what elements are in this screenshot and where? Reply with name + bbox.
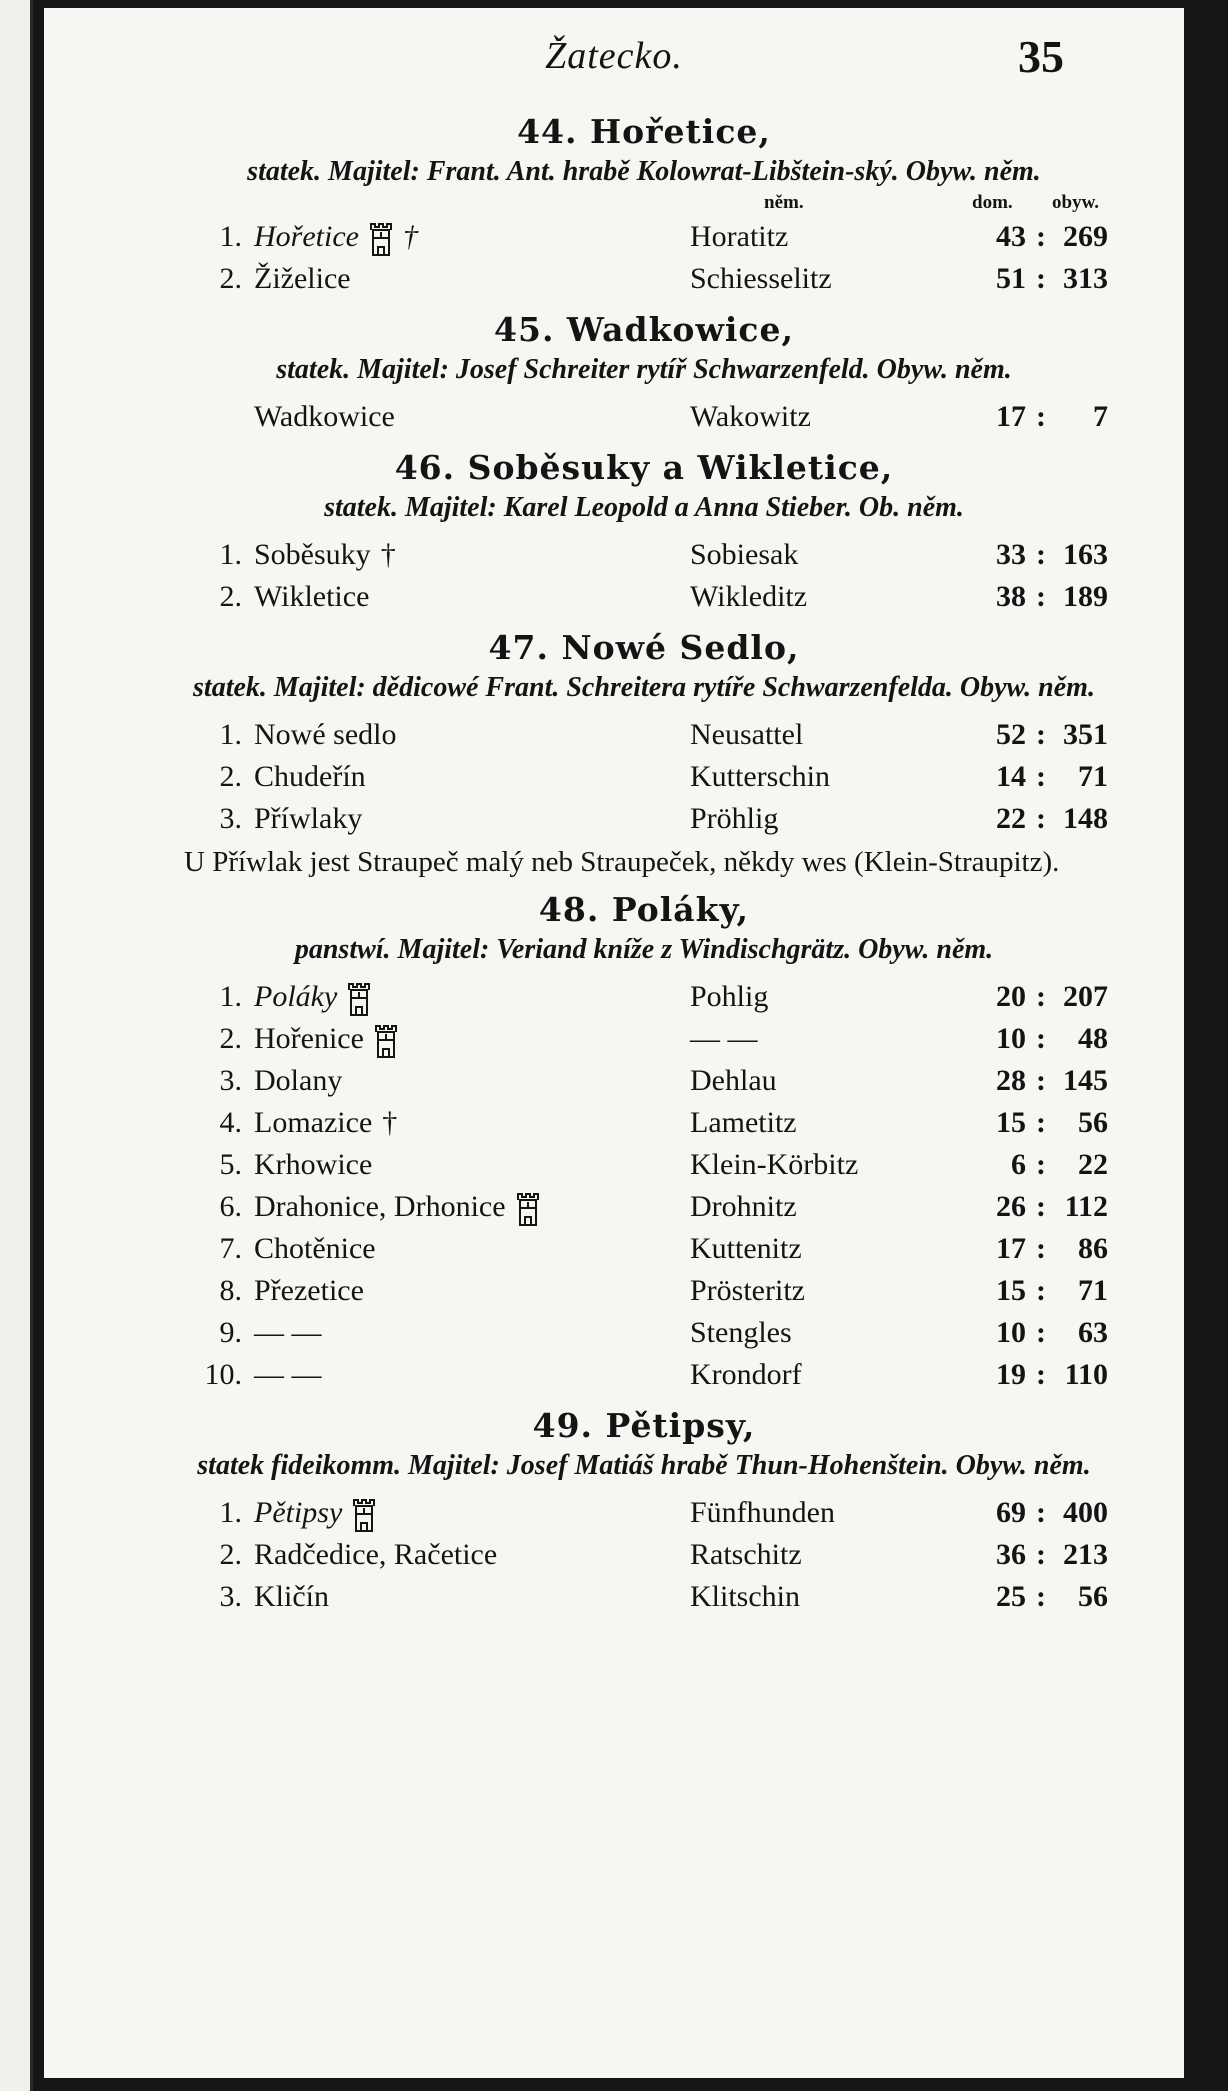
estate-section: [184, 310, 1108, 438]
village-row: [184, 1312, 1108, 1354]
row-number: 4.: [219, 1106, 242, 1139]
ratio-separator: :: [1036, 1106, 1046, 1139]
population-count: 48: [1078, 1022, 1108, 1055]
column-headers: [184, 190, 1104, 216]
ratio-separator: :: [1036, 1580, 1046, 1613]
row-number: 2.: [219, 760, 242, 793]
german-name: Pröhlig: [690, 802, 779, 835]
czech-name-cell: [254, 1060, 342, 1102]
page-header: [44, 31, 1184, 94]
czech-name: Nowé sedlo: [254, 718, 397, 751]
estate-section: [184, 628, 1108, 880]
page-number: 35: [1018, 31, 1064, 82]
german-name: Klitschin: [690, 1580, 800, 1613]
row-number: 8.: [219, 1274, 242, 1307]
village-row: [184, 1534, 1108, 1576]
row-number: 5.: [219, 1148, 242, 1181]
owner-line: statek fideikomm. Majitel: Josef Matiáš hrabě Thun-Hohenštein. Obyw. něm.: [197, 1450, 1091, 1481]
row-number: 1.: [219, 538, 242, 571]
czech-name: Chudeřín: [254, 760, 366, 793]
german-name: Wakowitz: [690, 400, 811, 433]
czech-name-cell: [254, 1576, 329, 1618]
czech-name-cell: [254, 1312, 322, 1354]
ratio-separator: :: [1036, 1148, 1046, 1181]
german-name: Klein-Körbitz: [690, 1148, 859, 1181]
ratio-separator: :: [1036, 1358, 1046, 1391]
house-count: 43: [996, 220, 1026, 253]
church-cross-icon: †: [402, 220, 418, 253]
population-count: 63: [1078, 1316, 1108, 1349]
house-count: 14: [996, 760, 1026, 793]
village-row: [184, 1102, 1108, 1144]
german-name: Kutterschin: [690, 760, 830, 793]
czech-name-cell: [254, 216, 418, 258]
czech-name-cell: [254, 1102, 397, 1144]
czech-name: Kličín: [254, 1580, 329, 1613]
row-number: 3.: [219, 802, 242, 835]
house-count: 22: [996, 802, 1026, 835]
row-number: 2.: [219, 1538, 242, 1571]
population-count: 22: [1078, 1148, 1108, 1181]
owner-line: panstwí. Majitel: Veriand kníže z Windischgrätz. Obyw. něm.: [294, 934, 994, 965]
german-name: Krondorf: [690, 1358, 802, 1391]
population-count: 189: [1063, 580, 1108, 613]
section-title: 45. Wadkowice,: [494, 310, 794, 349]
village-row: [184, 396, 1108, 438]
spacer: [184, 968, 1104, 976]
czech-name: Příwlaky: [254, 802, 363, 835]
church-cross-icon: †: [382, 1106, 398, 1139]
population-count: 71: [1078, 760, 1108, 793]
german-name: Fünfhunden: [690, 1496, 835, 1529]
section-note: U Příwlak jest Straupeč malý neb Straupeček, někdy wes (Klein-Straupitz).: [184, 846, 1060, 878]
running-title: Žatecko.: [545, 35, 683, 77]
german-name: Pohlig: [690, 980, 769, 1013]
village-row: [184, 714, 1108, 756]
ratio-separator: :: [1036, 220, 1046, 253]
population-count: 400: [1063, 1496, 1108, 1529]
estate-section: [184, 112, 1108, 300]
section-title: 49. Pětipsy,: [532, 1406, 756, 1445]
ratio-separator: :: [1036, 1496, 1046, 1529]
german-name: Schiesselitz: [690, 262, 832, 295]
house-count: 17: [996, 400, 1026, 433]
czech-name-cell: [254, 258, 351, 300]
row-number: 3.: [219, 1064, 242, 1097]
german-name: Wikleditz: [690, 580, 808, 613]
section-title: 47. Nowé Sedlo,: [488, 628, 800, 667]
village-row: [184, 534, 1108, 576]
czech-name: Hořenice: [254, 1022, 364, 1055]
ratio-separator: :: [1036, 1232, 1046, 1265]
czech-name: Dolany: [254, 1064, 343, 1097]
row-number: 7.: [219, 1232, 242, 1265]
village-row: [184, 1354, 1108, 1396]
czech-name: Hořetice: [254, 220, 359, 253]
population-count: 56: [1078, 1580, 1108, 1613]
house-count: 28: [996, 1064, 1026, 1097]
czech-name: — —: [254, 1358, 322, 1391]
czech-name: Wadkowice: [254, 400, 395, 433]
column-header-population: obyw.: [1052, 192, 1099, 213]
house-count: 19: [996, 1358, 1026, 1391]
village-row: [184, 756, 1108, 798]
house-count: 17: [996, 1232, 1026, 1265]
estate-list: [184, 102, 1108, 1618]
row-number: 3.: [219, 1580, 242, 1613]
population-count: 110: [1064, 1358, 1108, 1391]
ratio-separator: :: [1036, 262, 1046, 295]
owner-line: statek. Majitel: Frant. Ant. hrabě Kolowrat-Libštein-ský. Obyw. něm.: [247, 156, 1041, 187]
population-count: 313: [1063, 262, 1108, 295]
czech-name: Přezetice: [254, 1274, 364, 1307]
population-count: 7: [1093, 400, 1108, 433]
row-number: 1.: [219, 220, 242, 253]
ratio-separator: :: [1036, 400, 1046, 433]
spacer: [184, 1484, 1104, 1492]
house-count: 38: [996, 580, 1026, 613]
population-count: 163: [1063, 538, 1108, 571]
czech-name: Pětipsy: [254, 1496, 343, 1529]
house-count: 52: [996, 718, 1026, 751]
czech-name-cell: [254, 1354, 322, 1396]
population-count: 56: [1078, 1106, 1108, 1139]
ratio-separator: :: [1036, 1316, 1046, 1349]
house-count: 20: [996, 980, 1026, 1013]
house-count: 10: [996, 1022, 1026, 1055]
german-name: Ratschitz: [690, 1538, 802, 1571]
section-title: 44. Hořetice,: [517, 112, 771, 151]
czech-name-cell: [254, 1186, 540, 1228]
estate-section: [184, 890, 1108, 1396]
row-number: 1.: [219, 980, 242, 1013]
adjacent-page-edge: [0, 0, 33, 2091]
village-row: [184, 1186, 1108, 1228]
house-count: 25: [996, 1580, 1026, 1613]
population-count: 86: [1078, 1232, 1108, 1265]
czech-name-cell: [254, 798, 362, 840]
house-count: 15: [996, 1274, 1026, 1307]
german-name: Drohnitz: [690, 1190, 797, 1223]
village-row: [184, 976, 1108, 1018]
ratio-separator: :: [1036, 538, 1046, 571]
czech-name-cell: [254, 1144, 372, 1186]
row-number: 2.: [219, 262, 242, 295]
castle-icon: [516, 1192, 540, 1226]
village-row: [184, 1576, 1108, 1618]
czech-name-cell: [254, 1228, 376, 1270]
population-count: 207: [1063, 980, 1108, 1013]
ratio-separator: :: [1036, 760, 1046, 793]
owner-line: statek. Majitel: dědicowé Frant. Schreitera rytíře Schwarzenfelda. Obyw. něm.: [193, 672, 1095, 703]
german-name: Sobiesak: [690, 538, 799, 571]
czech-name-cell: [254, 714, 396, 756]
czech-name: Žiželice: [254, 262, 351, 295]
czech-name-cell: [254, 1018, 398, 1060]
ratio-separator: :: [1036, 718, 1046, 751]
village-row: [184, 1060, 1108, 1102]
czech-name: Krhowice: [254, 1148, 373, 1181]
czech-name-cell: [254, 756, 366, 798]
house-count: 10: [996, 1316, 1026, 1349]
ratio-separator: :: [1036, 1274, 1046, 1307]
column-header-houses: dom.: [972, 192, 1013, 213]
castle-icon: [352, 1498, 376, 1532]
czech-name-cell: [254, 534, 396, 576]
ratio-separator: :: [1036, 802, 1046, 835]
czech-name: — —: [254, 1316, 322, 1349]
book-page: [44, 8, 1184, 2078]
ratio-separator: :: [1036, 580, 1046, 613]
czech-name: Wikletice: [254, 580, 370, 613]
village-row: [184, 1144, 1108, 1186]
population-count: 145: [1063, 1064, 1108, 1097]
population-count: 112: [1064, 1190, 1108, 1223]
row-number: 1.: [219, 718, 242, 751]
german-name: Horatitz: [690, 220, 789, 253]
czech-name-cell: [254, 1492, 376, 1534]
german-name: — —: [690, 1022, 758, 1055]
village-row: [184, 1270, 1108, 1312]
czech-name: Drahonice, Drhonice: [254, 1190, 506, 1223]
czech-name-cell: [254, 1270, 364, 1312]
house-count: 26: [996, 1190, 1026, 1223]
row-number: 10.: [204, 1358, 242, 1391]
czech-name: Radčedice, Račetice: [254, 1538, 498, 1571]
house-count: 69: [996, 1496, 1026, 1529]
house-count: 6: [1011, 1148, 1026, 1181]
village-row: [184, 1228, 1108, 1270]
house-count: 51: [996, 262, 1026, 295]
row-number: 9.: [219, 1316, 242, 1349]
village-row: [184, 216, 1108, 258]
population-count: 269: [1063, 220, 1108, 253]
castle-icon: [369, 222, 393, 256]
owner-line: statek. Majitel: Josef Schreiter rytíř Schwarzenfeld. Obyw. něm.: [276, 354, 1012, 385]
german-name: Neusattel: [690, 718, 804, 751]
ratio-separator: :: [1036, 980, 1046, 1013]
german-name: Lametitz: [690, 1106, 797, 1139]
village-row: [184, 798, 1108, 840]
estate-section: [184, 448, 1108, 618]
czech-name-cell: [254, 576, 369, 618]
german-name: Dehlau: [690, 1064, 777, 1097]
castle-icon: [374, 1024, 398, 1058]
estate-section: [184, 1406, 1108, 1618]
church-cross-icon: †: [380, 538, 396, 571]
row-number: 6.: [219, 1190, 242, 1223]
german-name: Kuttenitz: [690, 1232, 802, 1265]
german-name: Prösteritz: [690, 1274, 805, 1307]
spacer: [184, 706, 1104, 714]
population-count: 71: [1078, 1274, 1108, 1307]
german-name: Stengles: [690, 1316, 792, 1349]
village-row: [184, 258, 1108, 300]
house-count: 15: [996, 1106, 1026, 1139]
ratio-separator: :: [1036, 1064, 1046, 1097]
spacer: [184, 526, 1104, 534]
population-count: 148: [1063, 802, 1108, 835]
section-title: 46. Soběsuky a Wikletice,: [394, 448, 894, 487]
house-count: 36: [996, 1538, 1026, 1571]
house-count: 33: [996, 538, 1026, 571]
czech-name: Lomazice: [254, 1106, 373, 1139]
section-title: 48. Poláky,: [538, 890, 750, 929]
village-row: [184, 1018, 1108, 1060]
population-count: 351: [1063, 718, 1108, 751]
column-header-german: něm.: [764, 192, 804, 213]
row-number: 2.: [219, 580, 242, 613]
czech-name-cell: [254, 976, 371, 1018]
czech-name-cell: [254, 1534, 497, 1576]
row-number: 1.: [219, 1496, 242, 1529]
village-row: [184, 576, 1108, 618]
row-number: 2.: [219, 1022, 242, 1055]
czech-name: Poláky: [254, 980, 338, 1013]
population-count: 213: [1063, 1538, 1108, 1571]
ratio-separator: :: [1036, 1190, 1046, 1223]
spacer: [184, 388, 1104, 396]
czech-name: Soběsuky: [254, 538, 371, 571]
czech-name: Chotěnice: [254, 1232, 376, 1265]
castle-icon: [347, 982, 371, 1016]
owner-line: statek. Majitel: Karel Leopold a Anna Stieber. Ob. něm.: [324, 492, 964, 523]
village-row: [184, 1492, 1108, 1534]
ratio-separator: :: [1036, 1538, 1046, 1571]
ratio-separator: :: [1036, 1022, 1046, 1055]
czech-name-cell: [254, 396, 395, 438]
